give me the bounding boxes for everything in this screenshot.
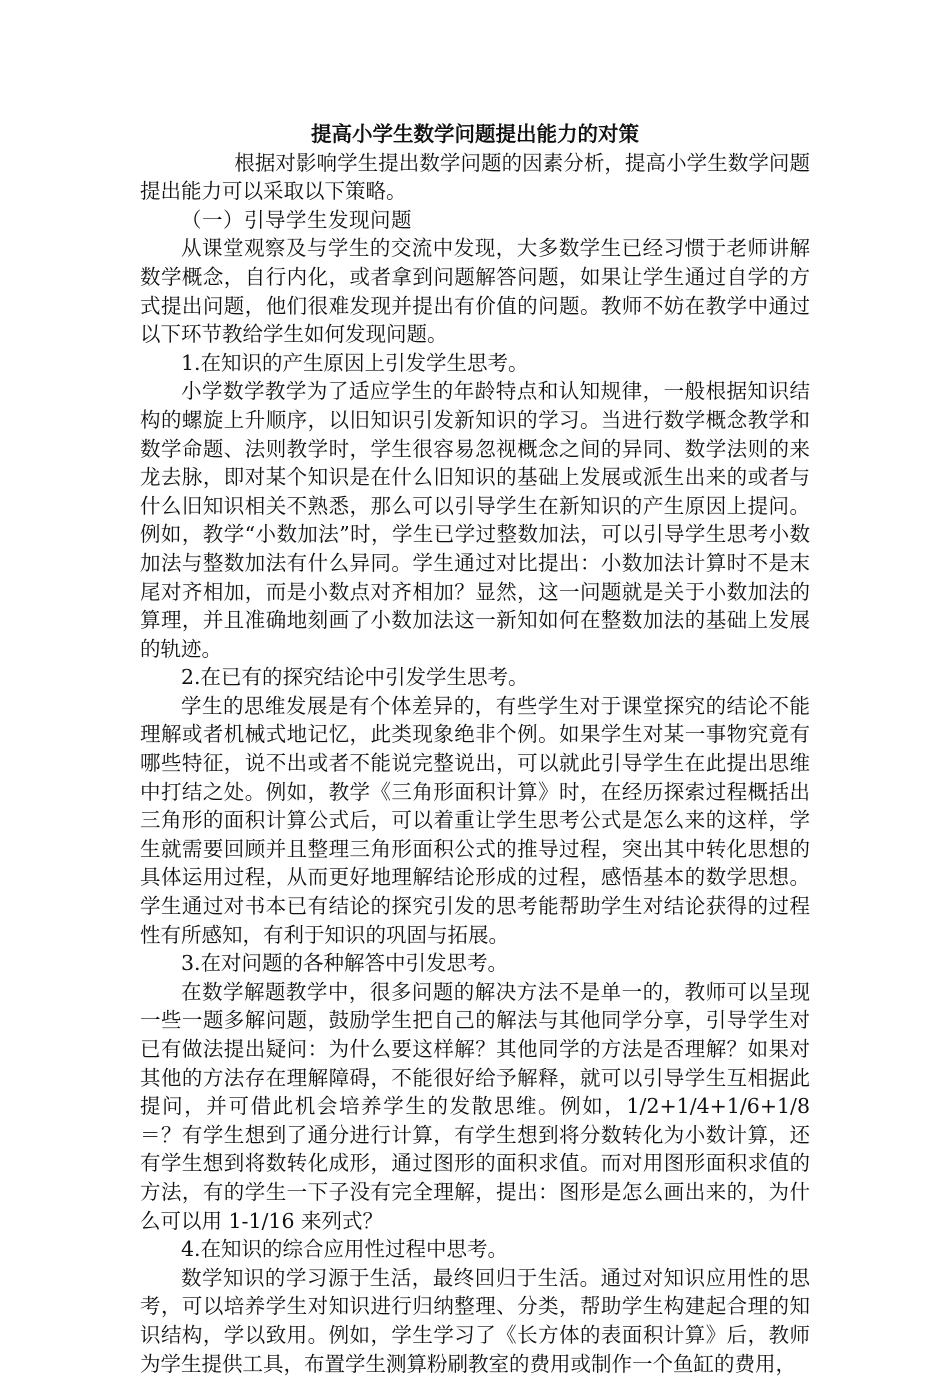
subheading-1: 1.在知识的产生原因上引发学生思考。 — [181, 350, 529, 375]
subheading-3: 3.在对问题的各种解答中引发思考。 — [181, 951, 509, 976]
body-paragraph: 在数学解题教学中，很多问题的解决方法不是单一的，教师可以呈现一些一题多解问题，鼓励学生把自己的解法与其他同学分享，引导学生对已有做法提出疑问：为什么要这样解？其他同学的方法是否理解？如果对其他的方法存在理解障碍，不能很好给予解释，就可以引导学生互相据此提问，并可借此机会培养学生的发散思维。例如，1/2+1/4+1/6+1/8＝？有学生想到了通分进行计算，有学生想到将分数转化为小数计算，还有学生想到将数转化成形，通过图形的面积求值。而对用图形面积求值的方法，有的学生一下子没有完全理解，提出：图形是怎么画出来的，为什么可以用 1-1/16 来列式？ — [140, 979, 810, 1233]
body-paragraph: 数学知识的学习源于生活，最终回归于生活。通过对知识应用性的思考，可以培养学生对知识进行归纳整理、分类，帮助学生构建起合理的知识结构，学以致用。例如，学生学习了《长方体的表面积计算》后，教师为学生提供工具，布置学生测算粉刷教室的费用或制作一个鱼缸的费用， — [140, 1265, 810, 1376]
section-heading-1: （一）引导学生发现问题 — [181, 207, 412, 232]
subheading-4: 4.在知识的综合应用性过程中思考。 — [181, 1237, 509, 1262]
subheading-2: 2.在已有的探究结论中引发学生思考。 — [181, 665, 529, 690]
body-paragraph: 小学数学教学为了适应学生的年龄特点和认知规律，一般根据知识结构的螺旋上升顺序，以旧知识引发新知识的学习。当进行数学概念教学和数学命题、法则教学时，学生很容易忽视概念之间的异同、数学法则的来龙去脉，即对某个知识是在什么旧知识的基础上发展或派生出来的或者与什么旧知识相关不熟悉，那么可以引导学生在新知识的产生原因上提问。例如，教学“小数加法”时，学生已学过整数加法，可以引导学生思考小数加法与整数加法有什么异同。学生通过对比提出：小数加法计算时不是末尾对齐相加，而是小数点对齐相加？显然，这一问题就是关于小数加法的算理，并且准确地刻画了小数加法这一新知如何在整数加法的基础上发展的轨迹。 — [140, 379, 810, 661]
document-title: 提高小学生数学问题提出能力的对策 — [311, 122, 639, 146]
body-paragraph: 从课堂观察及与学生的交流中发现，大多数学生已经习惯于老师讲解数学概念，自行内化，或者拿到问题解答问题，如果让学生通过自学的方式提出问题，他们很难发现并提出有价值的问题。教师不妨在教学中通过以下环节教给学生如何发现问题。 — [140, 236, 810, 347]
body-paragraph: 学生的思维发展是有个体差异的，有些学生对于课堂探究的结论不能理解或者机械式地记忆，此类现象绝非个例。如果学生对某一事物究竟有哪些特征，说不出或者不能说完整说出，可以就此引导学生在此提出思维中打结之处。例如，教学《三角形面积计算》时，在经历探索过程概括出三角形的面积计算公式后，可以着重让学生思考公式是怎么来的这样，学生就需要回顾并且整理三角形面积公式的推导过程，突出其中转化思想的具体运用过程，从而更好地理解结论形成的过程，感悟基本的数学思想。学生通过对书本已有结论的探究引发的思考能帮助学生对结论获得的过程性有所感知，有利于知识的巩固与拓展。 — [140, 693, 810, 947]
document-body — [140, 120, 810, 1378]
intro-paragraph: 根据对影响学生提出数学问题的因素分析，提高小学生数学问题提出能力可以采取以下策略。 — [140, 150, 810, 204]
